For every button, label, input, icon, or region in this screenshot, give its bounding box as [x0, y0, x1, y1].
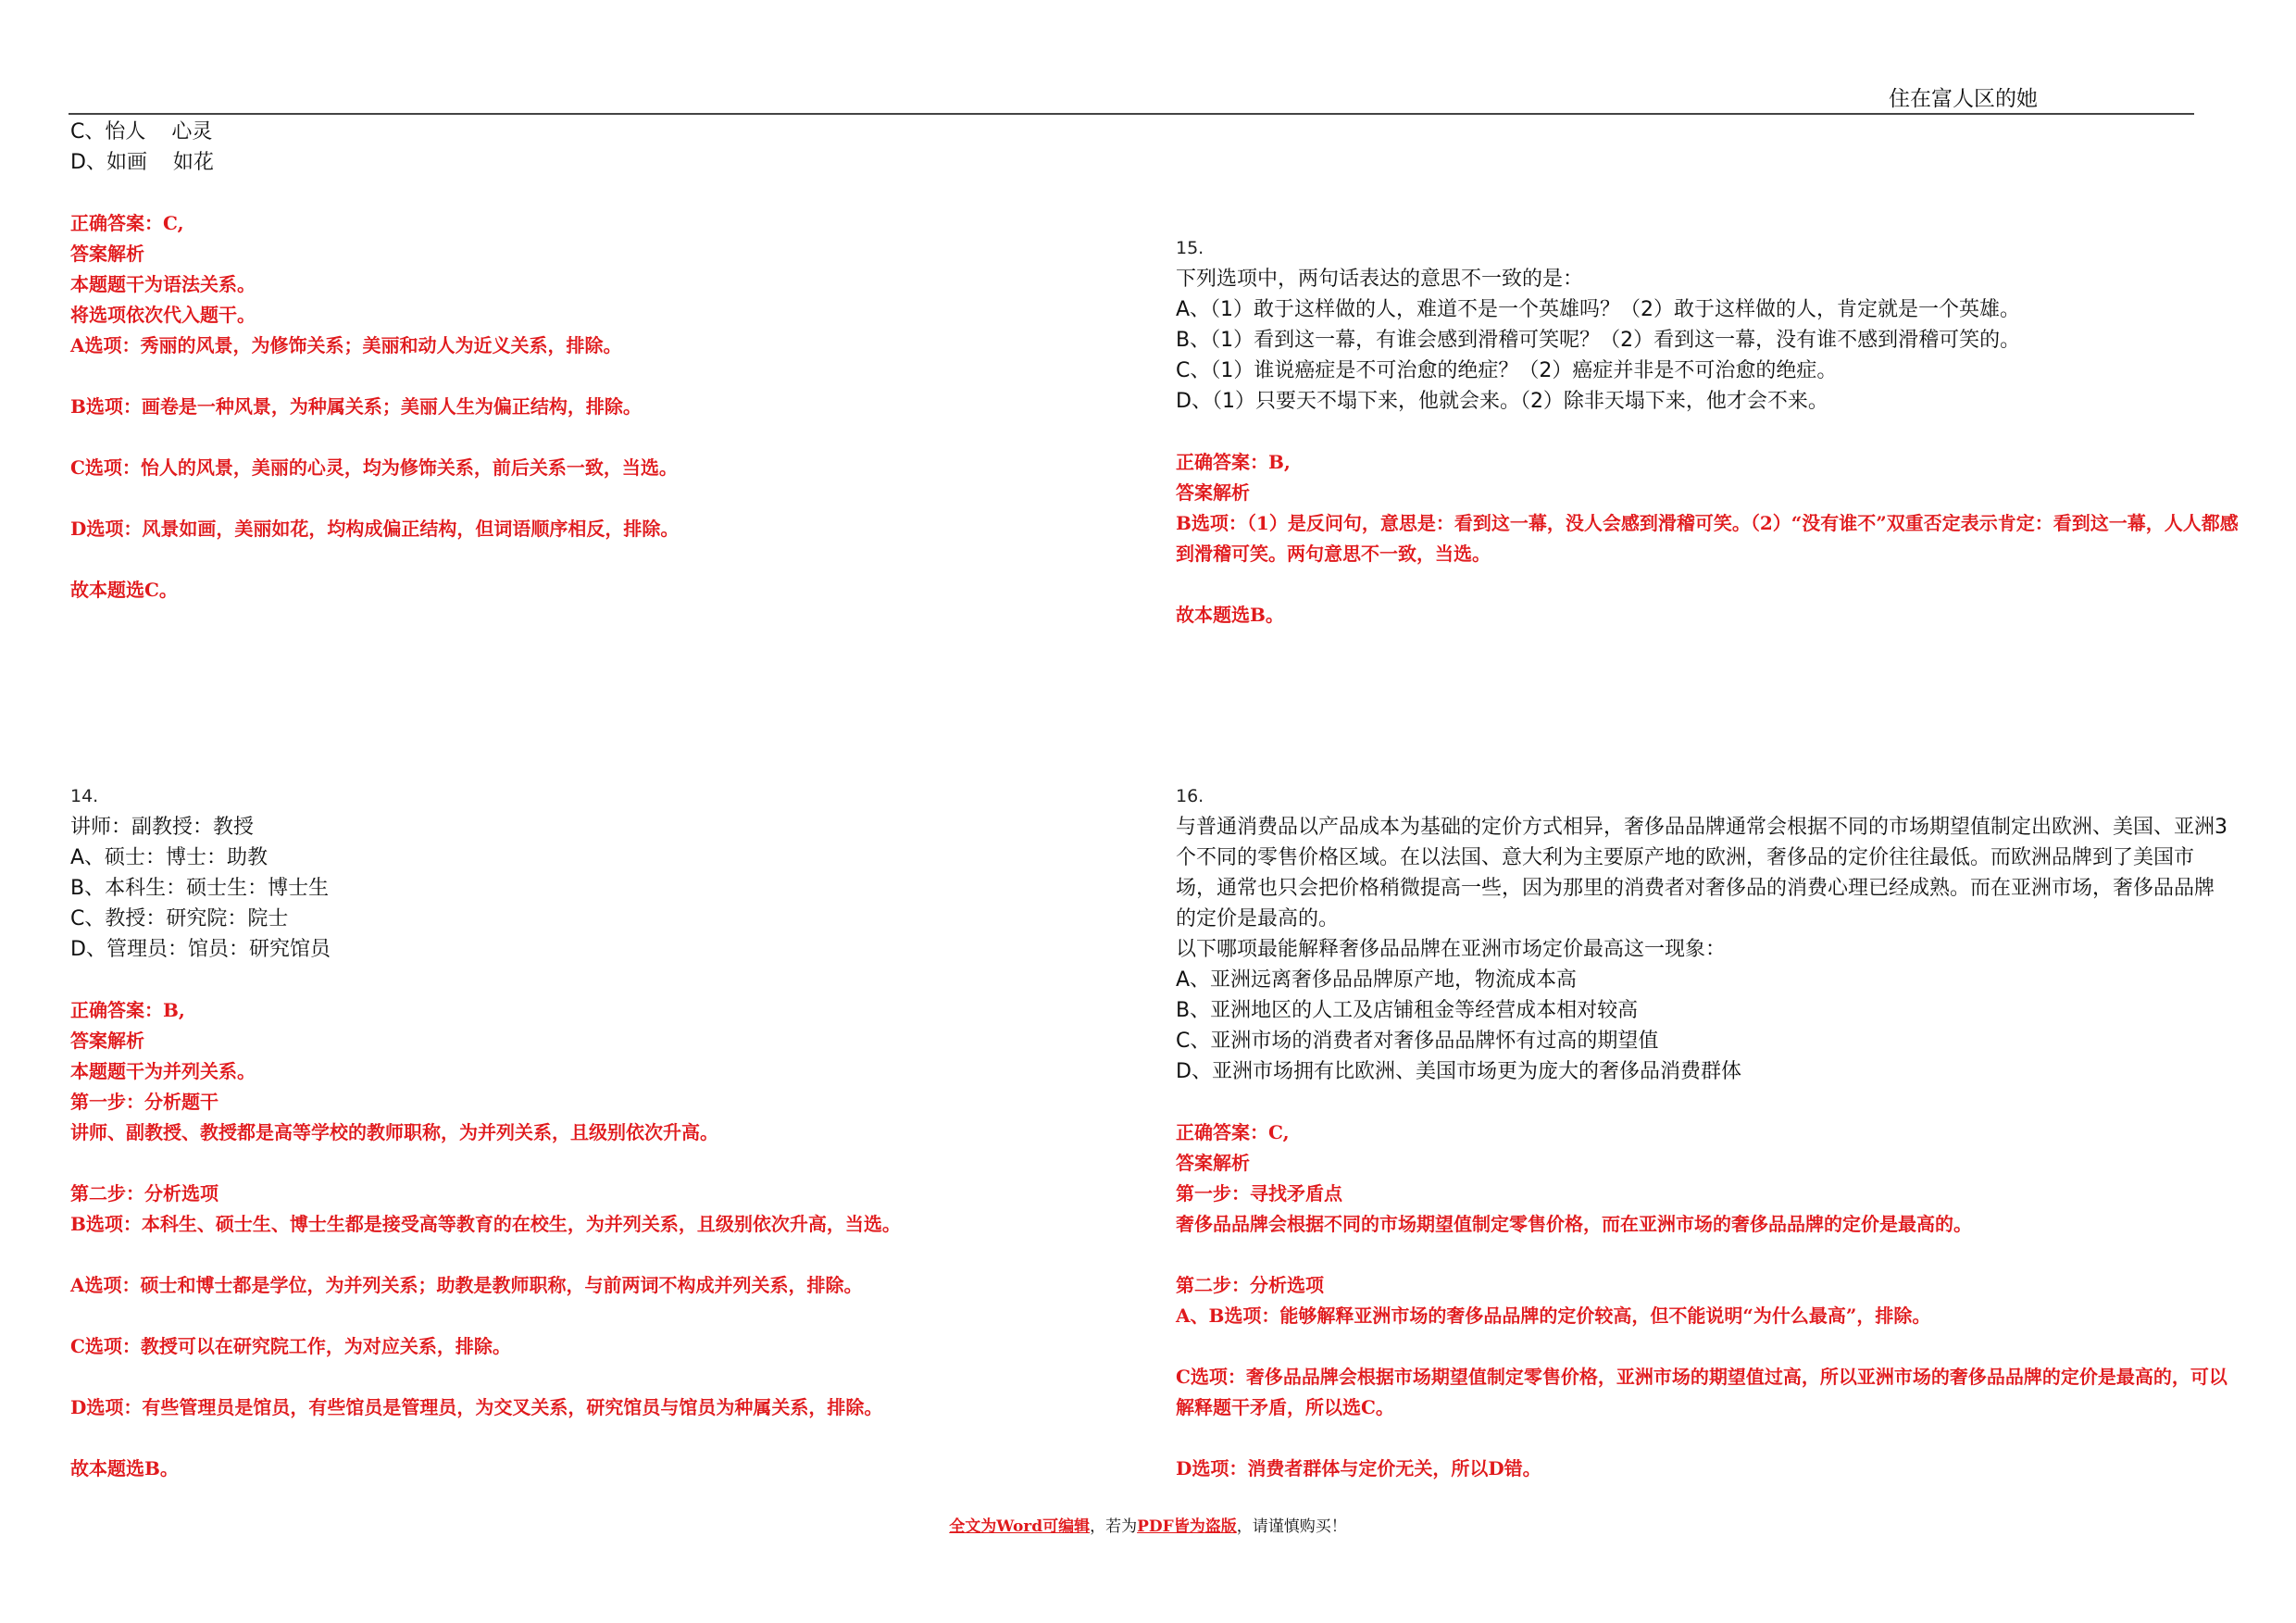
option-a: A、（1）敢于这样做的人，难道不是一个英雄吗？（2）敢于这样做的人，肯定就是一个英雄。 [1176, 298, 2021, 321]
option-a: A、亚洲远离奢侈品品牌原产地，物流成本高 [1176, 968, 1578, 992]
correct-answer: 正确答案：B, [1176, 451, 1291, 473]
analysis-line: B选项：画卷是一种风景，为种属关系；美丽人生为偏正结构，排除。 [70, 395, 642, 418]
question-14 [70, 781, 1144, 1484]
analysis-line: 第一步：寻找矛盾点 [1176, 1182, 1342, 1205]
analysis-line: A、B选项：能够解释亚洲市场的奢侈品品牌的定价较高，但不能说明“为什么最高”，排除。 [1176, 1305, 1931, 1327]
option-b: B、亚洲地区的人工及店铺租金等经营成本相对较高 [1176, 999, 1639, 1022]
question-number: 15. [1176, 238, 1204, 258]
footer-notice [0, 1513, 2296, 1536]
option-d: D、管理员：馆员：研究馆员 [70, 938, 331, 961]
footer-pdf-link[interactable]: PDF皆为盗版 [1137, 1517, 1237, 1536]
left-top-block [70, 117, 1144, 606]
analysis-title: 答案解析 [70, 243, 144, 265]
option-c: C、亚洲市场的消费者对奢侈品品牌怀有过高的期望值 [1176, 1030, 1659, 1053]
question-16 [1176, 781, 2240, 1484]
header-title: 住在富人区的她 [1889, 87, 2038, 111]
option-b: B、本科生：硕士生：博士生 [70, 877, 330, 900]
question-stem: 与普通消费品以产品成本为基础的定价方式相异，奢侈品品牌通常会根据不同的市场期望值制定出欧洲、美国、亚洲3个不同的零售价格区域。在以法国、意大利为主要原产地的欧洲，奢侈品的定价往往最低。而欧洲品牌到了美国市场，通常也只会把价格稍微提高一些，因为那里的消费者对奢侈品的消费心理已经成熟。而在亚洲市场，奢侈品品牌的定价是最高的。 [1176, 816, 2228, 930]
analysis-title: 答案解析 [70, 1030, 144, 1052]
option-d: D、如画 如花 [70, 151, 214, 174]
analysis-title: 答案解析 [1176, 1152, 1250, 1174]
correct-answer: 正确答案：C, [70, 212, 184, 234]
question-number: 16. [1176, 786, 1204, 806]
analysis-line: 奢侈品品牌会根据不同的市场期望值制定零售价格，而在亚洲市场的奢侈品品牌的定价是最高的。 [1176, 1213, 1972, 1235]
option-a: A、硕士：博士：助教 [70, 846, 268, 869]
analysis-line: 本题题干为并列关系。 [70, 1060, 256, 1082]
analysis-title: 答案解析 [1176, 481, 1250, 504]
analysis-line: 讲师、副教授、教授都是高等学校的教师职称，为并列关系，且级别依次升高。 [70, 1121, 718, 1143]
analysis-line: 本题题干为语法关系。 [70, 273, 256, 295]
correct-answer: 正确答案：C, [1176, 1121, 1290, 1143]
analysis-line: A选项：秀丽的风景，为修饰关系；美丽和动人为近义关系，排除。 [70, 334, 622, 356]
header-divider [69, 113, 2194, 115]
analysis-conclusion: 故本题选B。 [70, 1457, 179, 1479]
analysis-line: C选项：教授可以在研究院工作，为对应关系，排除。 [70, 1335, 511, 1357]
question-stem: 下列选项中，两句话表达的意思不一致的是： [1176, 268, 1584, 291]
analysis-line: 第一步：分析题干 [70, 1091, 218, 1113]
option-d: D、（1）只要天不塌下来，他就会来。（2）除非天塌下来，他才会不来。 [1176, 390, 1828, 413]
analysis-line: B选项：本科生、硕士生、博士生都是接受高等教育的在校生，为并列关系，且级别依次升高，当选。 [70, 1213, 901, 1235]
analysis-line: D选项：有些管理员是馆员，有些馆员是管理员，为交叉关系，研究馆员与馆员为种属关系，排除。 [70, 1396, 883, 1418]
analysis-line: C选项：怡人的风景，美丽的心灵，均为修饰关系，前后关系一致，当选。 [70, 456, 678, 479]
question-prompt: 以下哪项最能解释奢侈品品牌在亚洲市场定价最高这一现象： [1176, 938, 1727, 961]
analysis-line: 第二步：分析选项 [70, 1182, 218, 1205]
analysis-line: C选项：奢侈品品牌会根据市场期望值制定零售价格，亚洲市场的期望值过高，所以亚洲市场的奢侈品品牌的定价是最高的，可以解释题干矛盾，所以选C。 [1176, 1366, 2227, 1418]
question-stem: 讲师：副教授：教授 [70, 816, 255, 839]
analysis-line: B选项：（1）是反问句，意思是：看到这一幕，没人会感到滑稽可笑。（2）“没有谁不”双重否定表示肯定：看到这一幕，人人都感到滑稽可笑。两句意思不一致，当选。 [1176, 512, 2239, 565]
question-number: 14. [70, 786, 99, 806]
question-15 [1176, 233, 2240, 630]
analysis-line: 将选项依次代入题干。 [70, 304, 256, 326]
correct-answer: 正确答案：B, [70, 999, 185, 1021]
option-d: D、亚洲市场拥有比欧洲、美国市场更为庞大的奢侈品消费群体 [1176, 1060, 1741, 1083]
analysis-conclusion: 故本题选B。 [1176, 604, 1284, 626]
analysis-line: 第二步：分析选项 [1176, 1274, 1324, 1296]
option-c: C、（1）谁说癌症是不可治愈的绝症？（2）癌症并非是不可治愈的绝症。 [1176, 359, 1838, 382]
option-c: C、教授：研究院：院士 [70, 907, 289, 930]
option-c: C、怡人 心灵 [70, 120, 213, 144]
footer-text: ，请谨慎购买！ [1236, 1517, 1347, 1536]
analysis-conclusion: 故本题选C。 [70, 579, 178, 601]
analysis-line: A选项：硕士和博士都是学位，为并列关系；助教是教师职称，与前两词不构成并列关系，排除。 [70, 1274, 863, 1296]
footer-text: ，若为 [1090, 1517, 1138, 1536]
option-b: B、（1）看到这一幕，有谁会感到滑稽可笑呢？（2）看到这一幕，没有谁不感到滑稽可笑的。 [1176, 329, 2021, 352]
analysis-line: D选项：风景如画，美丽如花，均构成偏正结构，但词语顺序相反，排除。 [70, 518, 680, 540]
footer-word-link[interactable]: 全文为Word可编辑 [949, 1517, 1091, 1536]
analysis-line: D选项：消费者群体与定价无关，所以D错。 [1176, 1457, 1541, 1479]
